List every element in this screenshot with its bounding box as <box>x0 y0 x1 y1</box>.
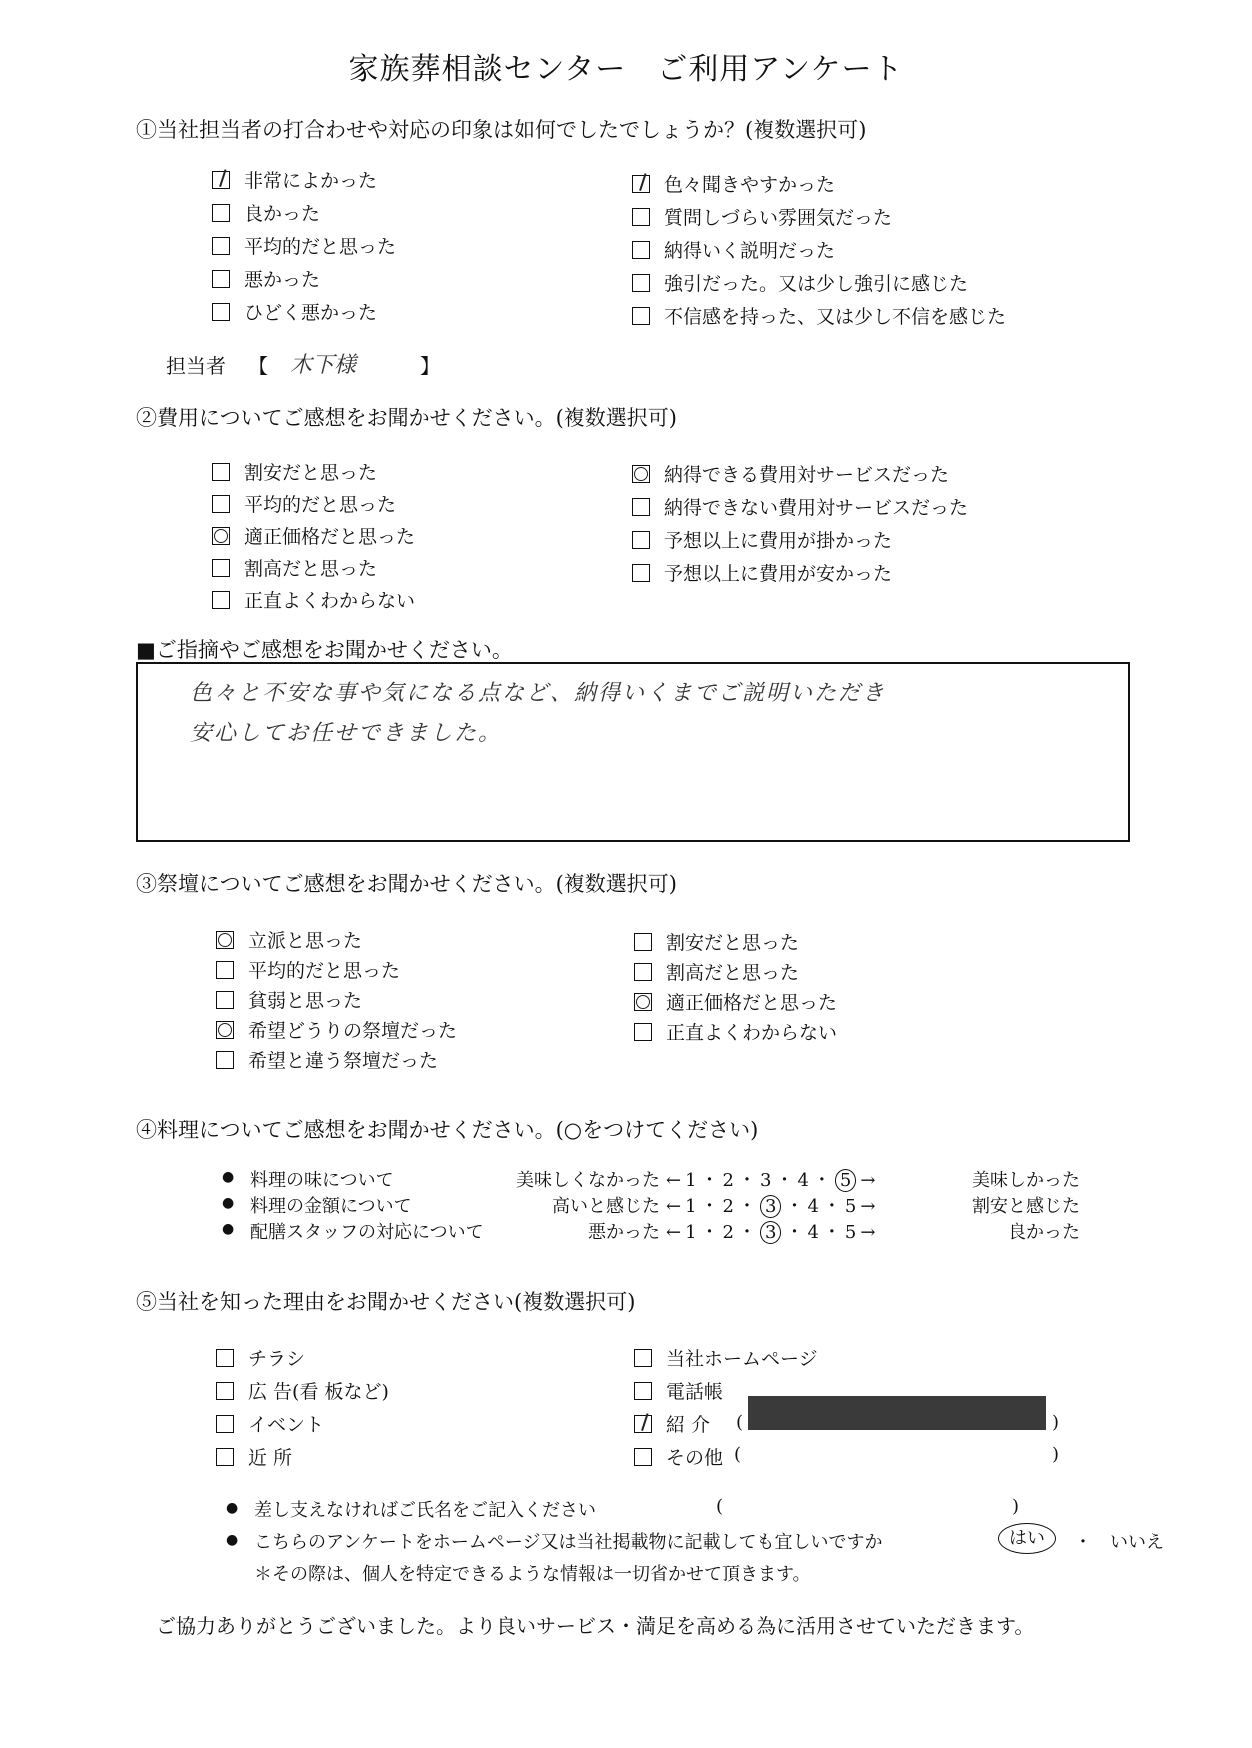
publish-no-option[interactable]: いいえ <box>1110 1532 1164 1553</box>
checkbox-icon[interactable] <box>212 204 230 222</box>
checkbox-icon[interactable] <box>216 1382 234 1400</box>
q5-question: ⑤当社を知った理由をお聞かせください(複数選択可) <box>136 1290 636 1314</box>
q1-right-option-label: 不信感を持った、又は少し不信を感じた <box>664 306 1007 328</box>
checkbox-icon[interactable] <box>216 931 234 949</box>
publish-bullet: ● <box>226 1532 239 1548</box>
q1-left-option[interactable] <box>212 298 377 325</box>
checkbox-icon[interactable] <box>632 208 650 226</box>
rating-option-5[interactable]: 5 <box>835 1169 856 1192</box>
q1-left-option[interactable] <box>212 265 320 292</box>
q2-left-option[interactable] <box>212 586 415 613</box>
rating-option-1[interactable]: 1 <box>685 1170 697 1191</box>
publish-separator: ・ <box>1074 1532 1092 1553</box>
q3-right-option[interactable] <box>634 958 799 985</box>
q2-right-option[interactable] <box>632 460 949 487</box>
name-input[interactable] <box>732 1492 1002 1520</box>
publish-question: こちらのアンケートをホームページ又は当社掲載物に記載しても宜しいですか <box>254 1532 883 1553</box>
checkbox-icon[interactable] <box>632 175 650 193</box>
q2-right-option-label: 納得できる費用対サービスだった <box>664 464 950 486</box>
checkbox-icon[interactable] <box>212 559 230 577</box>
q1-right-option[interactable] <box>632 203 892 230</box>
rating-option-5[interactable]: 5 <box>844 1222 857 1243</box>
name-bracket-close: ) <box>1012 1496 1020 1517</box>
q4-rating-scale[interactable]: ← 1 ・ 2 ・ 3 ・ 4 ・ 5 → <box>666 1196 876 1217</box>
q5-left-option[interactable] <box>216 1377 389 1404</box>
q2-left-option[interactable] <box>212 522 415 549</box>
staff-label: 担当者 <box>166 354 226 378</box>
q1-right-option[interactable] <box>632 170 835 197</box>
q4-rating-scale[interactable]: ← 1 ・ 2 ・ 3 ・ 4 ・ 5 → <box>666 1222 876 1243</box>
referral-redaction <box>748 1396 1046 1430</box>
checkbox-icon[interactable] <box>216 1349 234 1367</box>
checkbox-icon[interactable] <box>634 1349 652 1367</box>
comments-line-1: 色々と不安な事や気になる点など、納得いくまでご説明いただき <box>190 681 887 706</box>
name-bracket-open: ( <box>716 1496 724 1517</box>
q3-left-option-label: 希望と違う祭壇だった <box>248 1050 439 1072</box>
q1-left-option[interactable] <box>212 199 320 226</box>
rating-option-4[interactable]: 4 <box>807 1222 819 1243</box>
q5-right-option[interactable] <box>634 1443 723 1470</box>
q2-right-option[interactable] <box>632 493 968 520</box>
q3-left-option[interactable] <box>216 1016 457 1043</box>
staff-bracket-open: 【 <box>248 354 268 378</box>
rating-option-1[interactable]: 1 <box>685 1222 697 1243</box>
checkbox-icon[interactable] <box>216 1448 234 1466</box>
q4-row-low-label: 悪かった <box>588 1222 660 1243</box>
q1-right-option[interactable] <box>632 302 1006 329</box>
other-bracket-close: ) <box>1052 1444 1060 1465</box>
q3-left-option-label: 希望どうりの祭壇だった <box>248 1020 458 1042</box>
q1-left-option-label: 良かった <box>244 203 321 225</box>
checkbox-icon[interactable] <box>216 1415 234 1433</box>
q3-left-option-label: 平均的だと思った <box>248 960 401 982</box>
referral-bracket-close: ) <box>1052 1412 1060 1433</box>
q2-right-option-label: 予想以上に費用が安かった <box>664 563 893 585</box>
staff-name-value[interactable]: 木下様 <box>290 353 357 378</box>
q1-left-option-label: 平均的だと思った <box>244 236 397 258</box>
checkbox-icon[interactable] <box>634 1448 652 1466</box>
rating-option-3[interactable]: 3 <box>760 1195 781 1218</box>
checkbox-icon[interactable] <box>632 564 650 582</box>
q3-left-option-label: 貧弱と思った <box>248 990 363 1012</box>
q1-right-option[interactable] <box>632 236 835 263</box>
other-bracket-open: ( <box>734 1444 742 1465</box>
q5-right-option-label: 紹 介 <box>666 1414 711 1436</box>
checkbox-icon[interactable] <box>212 591 230 609</box>
q1-right-option-label: 色々聞きやすかった <box>664 174 836 196</box>
q4-row-low-label: 美味しくなかった <box>516 1170 660 1191</box>
q4-question: ④料理についてご感想をお聞かせください。(○をつけてください) <box>136 1118 759 1142</box>
q1-left-option-label: 非常によかった <box>244 170 378 192</box>
q5-left-option-label: イベント <box>248 1414 325 1436</box>
checkbox-icon[interactable] <box>212 527 230 545</box>
checkbox-icon[interactable] <box>632 274 650 292</box>
q3-left-option[interactable] <box>216 956 400 983</box>
checkbox-icon[interactable] <box>212 237 230 255</box>
checkbox-icon[interactable] <box>216 961 234 979</box>
q3-right-option[interactable] <box>634 1018 837 1045</box>
q3-left-option[interactable] <box>216 926 362 953</box>
q2-left-option-label: 平均的だと思った <box>244 494 397 516</box>
q2-left-option-label: 割安だと思った <box>244 462 378 484</box>
q1-left-option[interactable] <box>212 232 396 259</box>
name-bullet: ● <box>226 1500 239 1516</box>
q4-row-high-label: 割安と感じた <box>972 1196 1080 1217</box>
q4-row-label: 料理の金額について <box>250 1196 412 1217</box>
q5-left-option-label: 近 所 <box>248 1447 293 1469</box>
q4-bullet: ● <box>222 1221 235 1237</box>
q3-right-option[interactable] <box>634 928 799 955</box>
q5-right-option-label: その他 <box>666 1447 724 1469</box>
q4-rating-scale[interactable]: ← 1 ・ 2 ・ 3 ・ 4 ・ 5 → <box>666 1170 876 1191</box>
q4-row-low-label: 高いと感じた <box>552 1196 660 1217</box>
comments-heading: ■ご指摘やご感想をお聞かせください。 <box>136 638 513 662</box>
q4-row-label: 料理の味について <box>250 1170 394 1191</box>
checkbox-icon[interactable] <box>632 307 650 325</box>
q3-right-option-label: 割高だと思った <box>666 962 800 984</box>
rating-option-4[interactable]: 4 <box>807 1196 819 1217</box>
checkbox-icon[interactable] <box>634 963 652 981</box>
staff-bracket-close: 】 <box>420 354 440 378</box>
referral-bracket-open: ( <box>736 1412 744 1433</box>
checkbox-icon[interactable] <box>212 303 230 321</box>
rating-option-4[interactable]: 4 <box>797 1170 809 1191</box>
checkbox-icon[interactable] <box>634 1415 652 1433</box>
q5-right-option[interactable] <box>634 1410 710 1437</box>
q4-row-label: 配膳スタッフの対応について <box>250 1222 484 1243</box>
publish-yes-label: はい <box>998 1523 1056 1554</box>
q1-right-option[interactable] <box>632 269 968 296</box>
q5-right-option[interactable] <box>634 1377 723 1404</box>
checkbox-icon[interactable] <box>632 498 650 516</box>
q1-right-option-label: 質問しづらい雰囲気だった <box>664 207 893 229</box>
checkbox-icon[interactable] <box>634 1382 652 1400</box>
q3-left-option[interactable] <box>216 1046 438 1073</box>
q3-right-option-label: 割安だと思った <box>666 932 800 954</box>
checkbox-icon[interactable] <box>212 463 230 481</box>
q1-left-option-label: 悪かった <box>244 269 321 291</box>
q2-right-option-label: 納得できない費用対サービスだった <box>664 497 969 519</box>
checkbox-icon[interactable] <box>212 495 230 513</box>
q4-bullet: ● <box>222 1169 235 1185</box>
footer-thanks: ご協力ありがとうございました。より良いサービス・満足を高める為に活用させていただきます。 <box>156 1614 1035 1638</box>
q3-left-option-label: 立派と思った <box>248 930 363 952</box>
rating-option-3[interactable]: 3 <box>760 1221 781 1244</box>
q2-left-option[interactable] <box>212 490 396 517</box>
rating-option-2[interactable]: 2 <box>722 1170 734 1191</box>
q4-bullet: ● <box>222 1195 235 1211</box>
rating-option-2[interactable]: 2 <box>722 1222 734 1243</box>
q2-right-option[interactable] <box>632 526 892 553</box>
q1-question: ①当社担当者の打合わせや対応の印象は如何でしたでしょうか？(複数選択可) <box>136 118 867 142</box>
rating-option-1[interactable]: 1 <box>685 1196 697 1217</box>
checkbox-icon[interactable] <box>632 531 650 549</box>
q2-left-option-label: 適正価格だと思った <box>244 526 416 548</box>
q4-row-high-label: 美味しかった <box>972 1170 1080 1191</box>
q3-left-option[interactable] <box>216 986 362 1013</box>
q3-right-option-label: 正直よくわからない <box>666 1022 838 1044</box>
checkbox-icon[interactable] <box>216 991 234 1009</box>
q3-right-option[interactable] <box>634 988 837 1015</box>
q5-left-option-label: 広 告(看 板など) <box>248 1381 389 1403</box>
q2-left-option[interactable] <box>212 458 377 485</box>
rating-option-2[interactable]: 2 <box>722 1196 734 1217</box>
name-label: 差し支えなければご氏名をご記入ください <box>254 1500 596 1521</box>
q5-left-option[interactable] <box>216 1344 305 1371</box>
checkbox-icon[interactable] <box>212 171 230 189</box>
q5-right-option-label: 電話帳 <box>666 1381 724 1403</box>
q2-left-option-label: 割高だと思った <box>244 558 378 580</box>
q2-right-option[interactable] <box>632 559 892 586</box>
q3-question: ③祭壇についてご感想をお聞かせください。(複数選択可) <box>136 872 677 896</box>
checkbox-icon[interactable] <box>632 241 650 259</box>
q2-question: ②費用についてご感想をお聞かせください。(複数選択可) <box>136 406 677 430</box>
checkbox-icon[interactable] <box>632 465 650 483</box>
checkbox-icon[interactable] <box>216 1051 234 1069</box>
checkbox-icon[interactable] <box>634 933 652 951</box>
checkbox-icon[interactable] <box>216 1021 234 1039</box>
q2-right-option-label: 予想以上に費用が掛かった <box>664 530 893 552</box>
q1-left-option-label: ひどく悪かった <box>244 302 378 324</box>
rating-option-5[interactable]: 5 <box>844 1196 857 1217</box>
checkbox-icon[interactable] <box>634 1023 652 1041</box>
q4-row-high-label: 良かった <box>1008 1222 1080 1243</box>
checkbox-icon[interactable] <box>212 270 230 288</box>
checkbox-icon[interactable] <box>634 993 652 1011</box>
survey-title: 家族葬相談センター ご利用アンケート <box>348 52 904 87</box>
q1-right-option-label: 納得いく説明だった <box>664 240 836 262</box>
q5-left-option[interactable] <box>216 1410 324 1437</box>
q5-left-option-label: チラシ <box>248 1348 306 1370</box>
q5-right-option[interactable] <box>634 1344 818 1371</box>
q1-left-option[interactable] <box>212 166 377 193</box>
publish-yes-option[interactable] <box>998 1524 1056 1550</box>
q5-right-option-label: 当社ホームページ <box>666 1348 818 1370</box>
q1-right-option-label: 強引だった。又は少し強引に感じた <box>664 273 969 295</box>
q3-right-option-label: 適正価格だと思った <box>666 992 838 1014</box>
q2-left-option[interactable] <box>212 554 377 581</box>
publish-note: ＊その際は、個人を特定できるような情報は一切省かせて頂きます。 <box>254 1564 811 1585</box>
rating-option-3[interactable]: 3 <box>760 1170 772 1191</box>
comments-line-2: 安心してお任せできました。 <box>190 721 503 746</box>
q5-left-option[interactable] <box>216 1443 292 1470</box>
q2-left-option-label: 正直よくわからない <box>244 590 416 612</box>
